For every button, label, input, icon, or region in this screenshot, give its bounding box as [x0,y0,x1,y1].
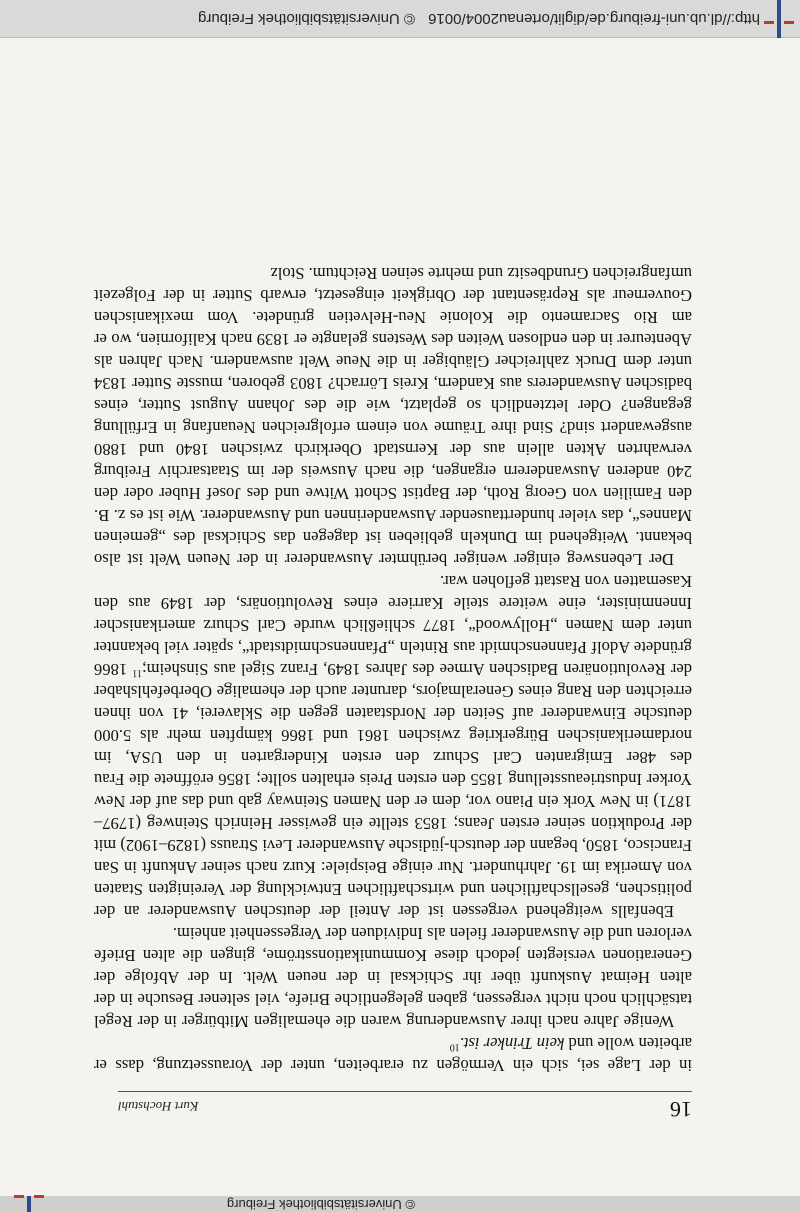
paragraph: Wenige Jahre nach ihrer Auswanderung waren die ehemaligen Mitbürger in der Regel tatsächlich noch nicht vergessen, gaben gelegentliche Briefe, viel seltener Besuche in der alten Heimat Auskunft über ihr Schicksal in der neuen Welt. In der Abfolge der Generationen versiegten jedoch diese Kommunikationsströme, gingen die alten Briefe verloren und die Auswanderer fielen als Individuen der Vergessenheit anheim. [94,924,692,1031]
library-logo-icon [8,1196,50,1212]
page-number: 16 [670,1097,692,1122]
footnote-marker: 10 [449,1041,460,1053]
footnote-marker: 11 [132,667,143,679]
page-header [118,1091,692,1122]
scan-footer-bar [0,0,800,38]
running-head: Kurt Hochstuhl [118,1099,199,1114]
emphasis-text: kein Trinker ist. [459,1034,565,1053]
source-url[interactable]: http://dl.ub.uni-freiburg.de/diglit/ortenau2004/0016 [428,10,760,27]
scan-top-strip [0,1196,800,1212]
paragraph: Ebenfalls weitgehend vergessen ist der Anteil der deutschen Auswanderer an der politischen, gesellschaftlichen und wirtschaftlichen Entwicklung der Vereinigten Staaten von Amerika im 19. Jahrhundert. Nur einige Beispiele: Kurz nach seiner Ankunft in San Francisco, 1850, begann der deutsch-jüdische Auswanderer Levi Strauss (1829–1902) mit der Produktion seiner ersten Jeans; 1853 stellte ein gewisser Heinrich Steinweg (1797–1871) in New York ein Piano vor, dem er den Namen Steinway gab und das auf der New Yorker Industrieausstellung 1855 den ersten Preis erhalten sollte; 1856 eröffnete die Frau des 48er Emigranten Carl Schurz den ersten Kindergarten in den USA, im nordamerikanischen Bürgerkrieg zwischen 1861 und 1866 kämpften mehr als 5.000 deutsche Einwanderer auf Seiten der Nordstaaten gegen die Sklaverei, 41 von ihnen erreichten den Rang eines Generalmajors, darunter auch der ehemalige Oberbefehlshaber der Revolutionären Badischen Armee des Jahres 1849, Franz Sigel aus Sinsheim;$^{11}$ 1866 gründete Adolf Pfannenschmidt aus Rinteln „Pfannenschmidtstadt“, später viel bekannter unter dem Namen „Hollywood“, 1877 schließlich wurde Carl Schurz amerikanischer Innenminister, eine weitere steile Karriere eines Revolutionärs, der 1849 aus den Kasematten von Rastatt geflohen war. [94,572,692,921]
copyright-notice-top: © Universitätsbibliothek Freiburg [226,1197,415,1212]
paragraph: Der Lebensweg einiger weniger berühmter Auswanderer in der Neuen Welt ist also bekannt. Weitgehend im Dunkeln geblieben ist dagegen das Schicksal des „gemeinen Mannes“, das vieler hunderttausender Auswanderinnen und Auswanderer. Wie ist es z. B. den Familien von Georg Roth, der Baptist Schott Witwe und des Josef Huber oder den 240 anderen Auswanderern ergangen, die nach Ausweis der im Staatsarchiv Freiburg verwahrten Akten allein aus der Kernstadt Oberkirch zwischen 1840 und 1880 ausgewandert sind? Sind ihre Träume von einem erfolgreichen Neuanfang in Erfüllung gegangen? Oder letztendlich so geplatzt, wie die des Johann August Sutter, eines badischen Auswanderers aus Kandern, Kreis Lörrach? 1803 geboren, musste Sutter 1834 unter dem Druck zahlreicher Gläubiger in die Neue Welt auswandern. Nach Jahren als Abenteurer in den endlosen Weiten des Westens gelangte er 1839 nach Kalifornien, wo er am Rio Sacramento die Kolonie Neu-Helvetien gründete. Vom mexikanischen Gouverneur als Repräsentant der Obrigkeit eingesetzt, erwarb Sutter in der Folgezeit umfangreichen Grundbesitz und mehrte seinen Reichtum. Stolz [94,264,692,569]
library-logo-icon [758,0,800,38]
copyright-notice: © Universitätsbibliothek Freiburg [198,10,415,27]
paragraph: in der Lage sei, sich ein Vermögen zu erarbeiten, unter der Voraussetzung, dass er arbeiten wolle und kein Trinker ist.$^{10}$ [94,1034,692,1075]
body-text [94,262,692,1076]
